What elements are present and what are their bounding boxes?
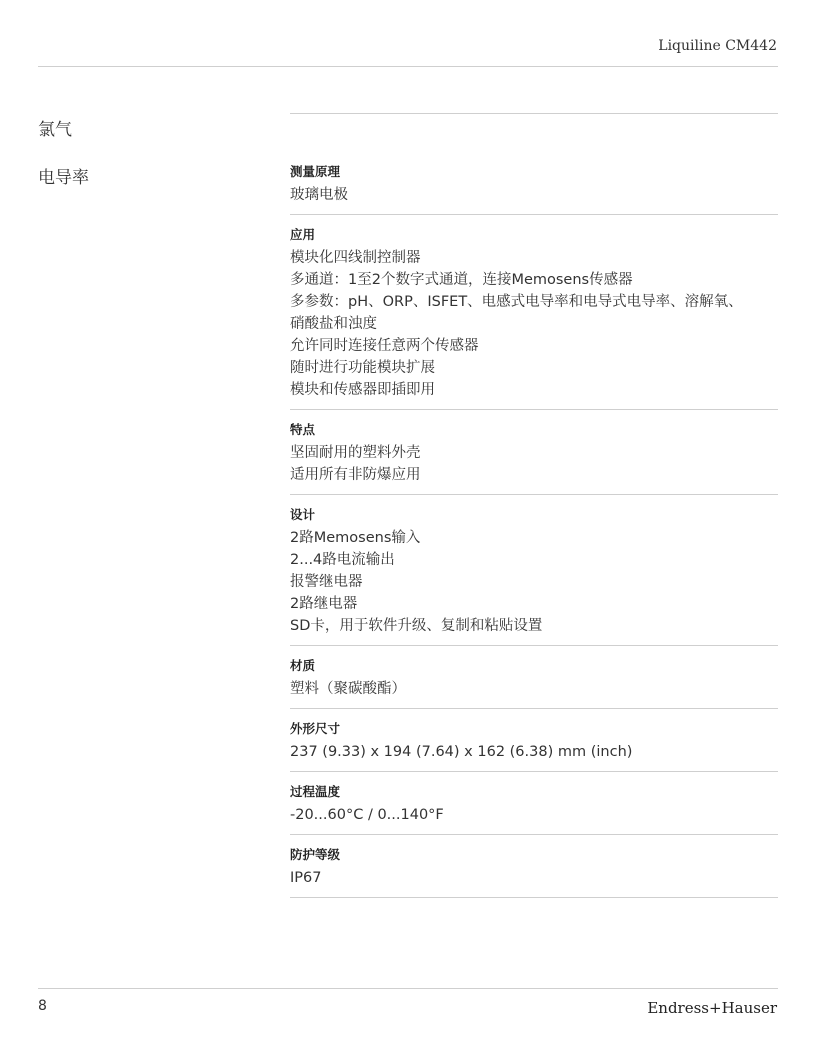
- spec-line: SD卡，用于软件升级、复制和粘贴设置: [290, 618, 543, 634]
- spec-line: 2路继电器: [290, 596, 358, 612]
- header-divider: [38, 66, 778, 67]
- footer-divider: [38, 988, 778, 989]
- spec-block: [290, 420, 778, 495]
- spec-line: 237 (9.33) x 194 (7.64) x 162 (6.38) mm (inch): [290, 744, 633, 760]
- spec-title: 应用: [290, 227, 316, 242]
- spec-line: -20...60°C / 0...140°F: [290, 807, 444, 823]
- spec-line: 塑料（聚碳酸酯）: [290, 681, 406, 697]
- spec-block: [290, 845, 778, 898]
- spec-line: 报警继电器: [290, 574, 363, 590]
- spec-title: 设计: [290, 507, 316, 522]
- spec-line: 2...4路电流输出: [290, 552, 395, 568]
- spec-line: 模块化四线制控制器: [290, 250, 421, 266]
- spec-line: 允许同时连接任意两个传感器: [290, 338, 479, 354]
- spec-block: [290, 782, 778, 835]
- section-label-conductivity: 电导率: [38, 168, 89, 188]
- spec-line: 多参数：pH、ORP、ISFET、电感式电导率和电导式电导率、溶解氧、: [290, 294, 743, 310]
- spec-title: 防护等级: [290, 847, 341, 862]
- spec-line: 坚固耐用的塑料外壳: [290, 445, 421, 461]
- spec-title: 特点: [290, 422, 316, 437]
- spec-line: 适用所有非防爆应用: [290, 467, 421, 483]
- spec-title: 过程温度: [290, 784, 341, 799]
- chlorine-section-divider: [290, 113, 778, 114]
- spec-column: [290, 113, 778, 908]
- page-number: 8: [38, 998, 47, 1014]
- spec-line: 硝酸盐和浊度: [290, 316, 377, 332]
- spec-line: 2路Memosens输入: [290, 530, 421, 546]
- spec-title: 外形尺寸: [290, 721, 341, 736]
- spec-block: [290, 719, 778, 772]
- spec-line: IP67: [290, 870, 322, 886]
- spec-line: 随时进行功能模块扩展: [290, 360, 435, 376]
- spec-block: [290, 162, 778, 215]
- spec-title: 测量原理: [290, 164, 341, 179]
- spec-line: 多通道：1至2个数字式通道，连接Memosens传感器: [290, 272, 633, 288]
- spec-line: 模块和传感器即插即用: [290, 382, 435, 398]
- spec-block: [290, 656, 778, 709]
- brand-name: Endress+Hauser: [647, 999, 777, 1017]
- document-header-title: Liquiline CM442: [658, 38, 777, 54]
- spec-title: 材质: [290, 658, 316, 673]
- spec-block: [290, 225, 778, 410]
- spec-block: [290, 505, 778, 646]
- section-label-chlorine: 氯气: [38, 120, 72, 140]
- spec-line: 玻璃电极: [290, 187, 348, 203]
